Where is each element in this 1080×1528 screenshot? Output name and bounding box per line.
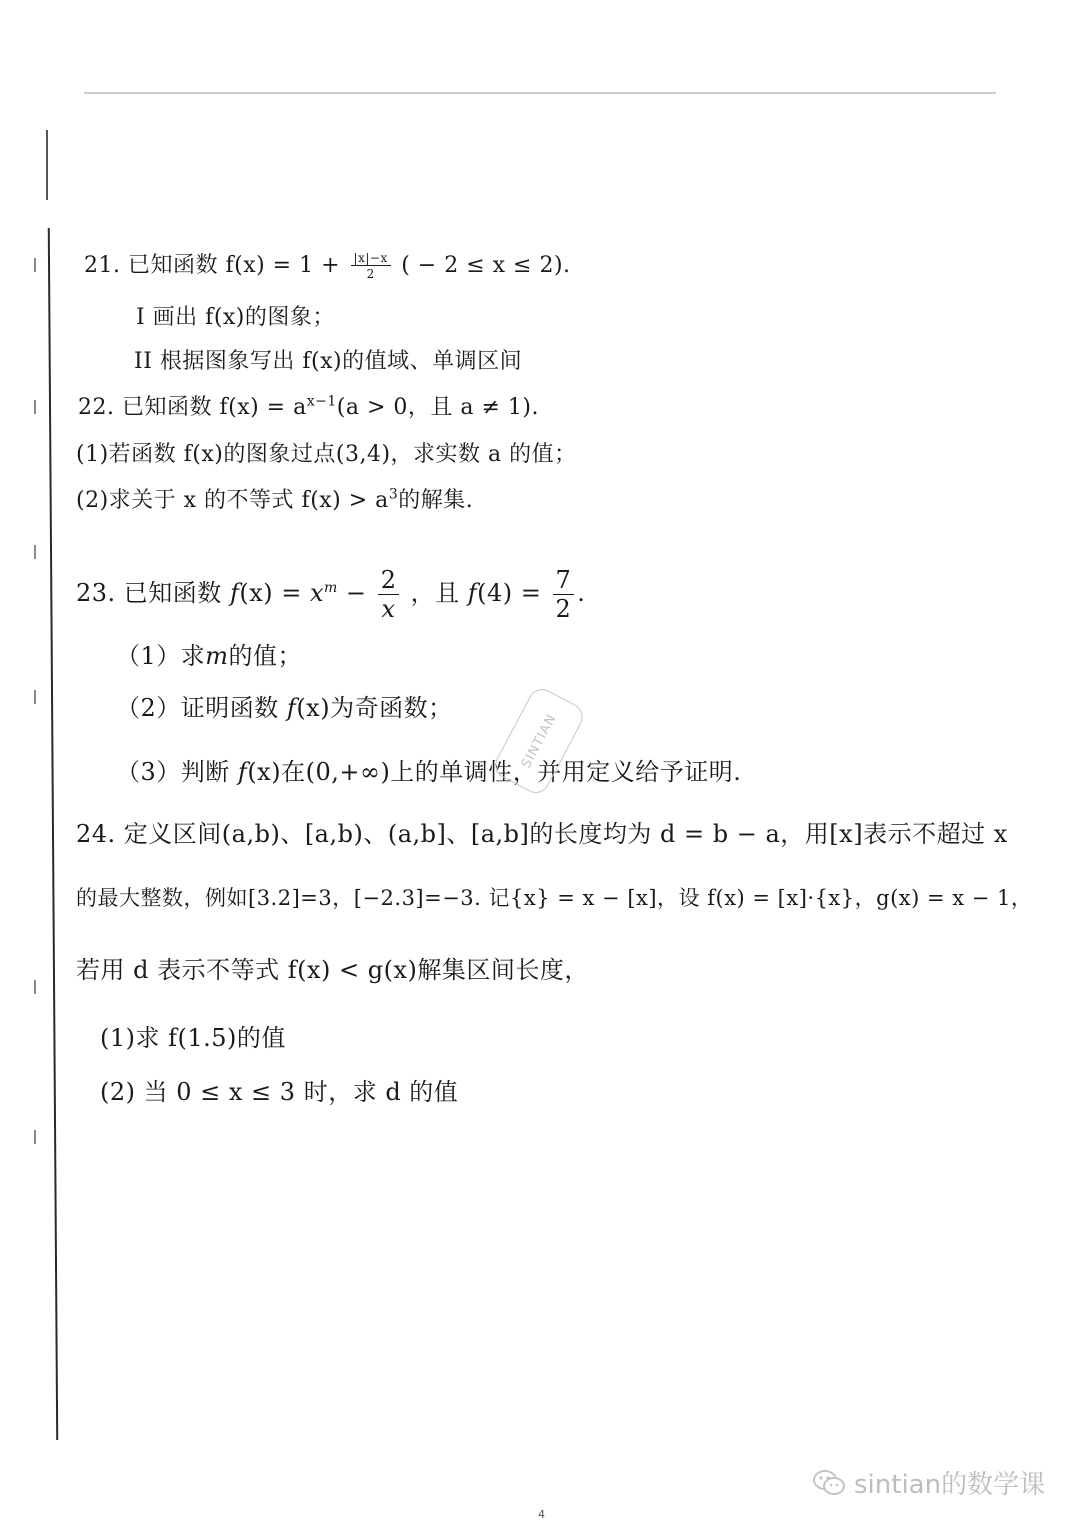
margin-tick [34, 258, 36, 272]
q23-frac2-den: 2 [555, 595, 572, 623]
q23-f4: (4) = [477, 579, 542, 607]
q21-frac-num: |x|−x [351, 252, 391, 266]
q21-stem-suffix: ( − 2 ≤ x ≤ 2). [401, 253, 571, 278]
q23-end: . [577, 579, 586, 607]
wechat-icon [812, 1468, 846, 1498]
q23-part2-prefix: （2）证明函数 [116, 694, 279, 722]
left-margin-line [48, 228, 58, 1440]
q22-part1: (1)若函数 f(x)的图象过点(3,4)，求实数 a 的值； [76, 442, 577, 467]
q23-eq: = [273, 579, 310, 607]
q23-minus: − [337, 579, 367, 607]
q22-stem-sup: x−1 [306, 393, 337, 410]
q23-stem-prefix: 23. 已知函数 [76, 579, 222, 607]
q23-mid: ，且 [410, 579, 460, 607]
q22-part2 [76, 483, 473, 514]
q23-f: f [229, 579, 240, 607]
q23-f-2: f [467, 579, 478, 607]
q24-line3: 若用 d 表示不等式 f(x) < g(x)解集区间长度， [76, 956, 589, 984]
q23-fraction-7-over-2 [553, 568, 575, 621]
q23-part3-f: f [237, 758, 248, 786]
q23-part3-prefix: （3）判断 [116, 758, 230, 786]
q21-stem [84, 248, 571, 280]
q23-frac1-num: 2 [378, 568, 400, 595]
q23-part3 [116, 752, 741, 787]
page-number: 4 [538, 1508, 545, 1521]
q22-stem [78, 390, 539, 421]
q22-stem-suffix: (a > 0，且 a ≠ 1). [336, 395, 540, 420]
margin-tick [34, 980, 36, 994]
watermark-stamp: SINTIAN [490, 684, 587, 798]
q22-part2-suffix: 的解集. [398, 488, 474, 513]
q22-part2-prefix: (2)求关于 x 的不等式 f(x) > a [76, 488, 389, 513]
q23-xm-sup: m [324, 580, 338, 596]
q22-part2-sup: 3 [388, 486, 399, 503]
q23-stem [76, 568, 585, 621]
margin-tick [34, 400, 36, 414]
q23-frac2-num: 7 [553, 568, 575, 595]
q21-part1: I 画出 f(x)的图象； [136, 305, 335, 330]
q23-part2-x: (x) [296, 694, 331, 722]
q23-part2-suffix: 为奇函数； [330, 694, 453, 722]
q23-part1-prefix: （1）求 [116, 642, 206, 670]
q21-stem-prefix: 21. 已知函数 f(x) = 1 + [84, 253, 341, 278]
q23-part1 [116, 636, 302, 671]
margin-tick [34, 545, 36, 559]
brand-watermark [812, 1464, 1045, 1501]
q24-line2: 的最大整数，例如[3.2]=3，[−2.3]=−3. 记{x} = x − [x]，设 f(x) = [x]·{x}，g(x) = x − 1， [76, 886, 1033, 910]
q23-x-paren: (x) [239, 579, 274, 607]
q23-part3-x: (x) [247, 758, 282, 786]
q21-fraction [351, 252, 391, 280]
q21-frac-den: 2 [366, 267, 375, 281]
left-margin-line-top [46, 130, 48, 200]
q23-part2 [116, 688, 453, 723]
q23-part3-suffix: 在(0,+∞)上的单调性，并用定义给予证明. [281, 758, 742, 786]
q23-xm-base: x [309, 579, 325, 607]
q21-part2: II 根据图象写出 f(x)的值域、单调区间 [134, 349, 523, 374]
q23-frac1-den: x [381, 595, 396, 623]
q24-part1: (1)求 f(1.5)的值 [100, 1024, 286, 1052]
q23-part2-f: f [286, 694, 297, 722]
q24-part2: (2) 当 0 ≤ x ≤ 3 时，求 d 的值 [100, 1078, 459, 1106]
q23-part1-suffix: 的值； [228, 642, 303, 670]
q23-fraction-2-over-x [378, 568, 400, 621]
header-rule [84, 92, 996, 94]
margin-tick [34, 1130, 36, 1144]
margin-tick [34, 690, 36, 704]
brand-text: sintian的数学课 [854, 1470, 1046, 1500]
q24-line1: 24. 定义区间(a,b)、[a,b)、(a,b]、[a,b]的长度均为 d = b − a，用[x]表示不超过 x [76, 820, 1008, 848]
q22-stem-prefix: 22. 已知函数 f(x) = a [78, 395, 307, 420]
q23-part1-var: m [205, 642, 229, 670]
